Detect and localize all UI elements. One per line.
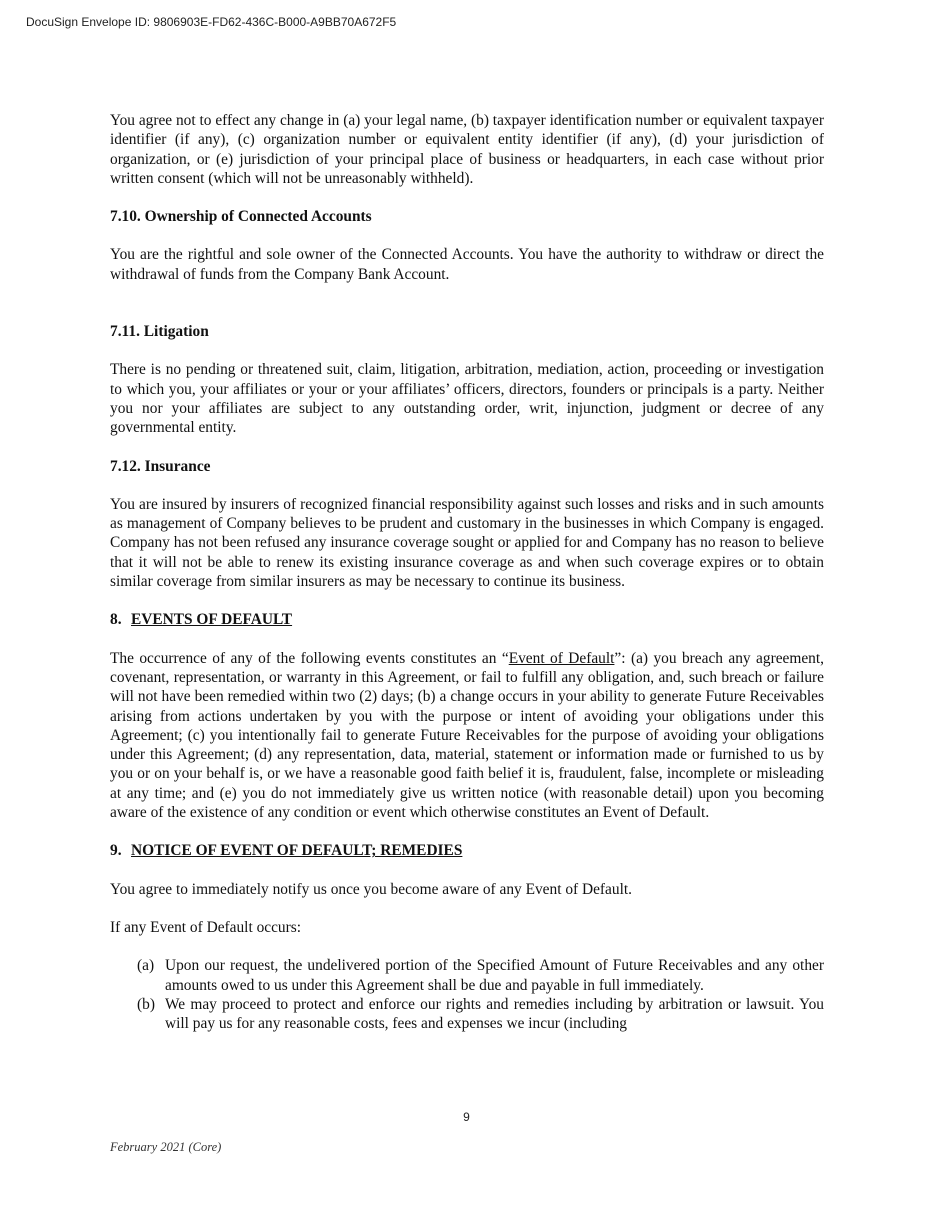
footer-version: February 2021 (Core) [110,1140,222,1154]
section-heading-7-12: 7.12. Insurance [110,457,211,475]
section-heading-9 [110,841,824,860]
section-9-para-2: If any Event of Default occurs: [110,918,302,936]
list-item-text: We may proceed to protect and enforce our rights and remedies including by arbitration or lawsuit. You will pay us for any reasonable costs, fees and expenses we incur (including [165,995,824,1033]
remedies-list [110,956,824,1033]
section-8-text-rest: ”: (a) you breach any agreement, covenant, representation, or warranty in this Agreement, or fail to fulfill any obligation, and, such breach or failure will not have been remedied within two (2) days; (b) a change occurs in your ability to generate Future Receivables arising from actions undertaken by you with the purpose or intent of avoiding your obligations under this Agreement; (c) you intentionally fail to generate Future Receivables for the purpose of avoiding your obligations under this Agreement; (d) any representation, data, material, statement or information made or furnished to us by you or on your behalf is, or we have a reasonable good faith belief it is, fraudulent, false, incomplete or misleading at any time; and (e) you do not immediately give us written notice (with reasonable detail) upon you becoming aware of the existence of any condition or event which otherwise constitutes an Event of Default. [110,649,824,822]
section-text-7-12: You are insured by insurers of recognized financial responsibility against such losses and risks and in such amounts as management of Company believes to be prudent and customary in the businesses in which Company is engaged. Company has not been refused any insurance coverage sought or applied for and Company has no reason to believe that it will not be able to renew its existing insurance coverage as and when such coverage expires or to obtain similar coverage from similar insurers as may be necessary to continue its business. [110,495,824,591]
list-marker: (a) [137,957,155,975]
section-text-7-10: You are the rightful and sole owner of the Connected Accounts. You have the authority to withdraw or direct the withdrawal of funds from the Company Bank Account. [110,246,824,283]
section-text-8 [110,649,824,823]
section-title-9: NOTICE OF EVENT OF DEFAULT; REMEDIES [131,842,463,860]
section-heading-8 [110,610,824,629]
section-title-8: EVENTS OF DEFAULT [131,611,293,629]
section-8-text-start: The occurrence of any of the following events constitutes an “ [110,649,509,667]
section-number-8: 8. [110,611,122,629]
section-text-7-11: There is no pending or threatened suit, claim, litigation, arbitration, mediation, action, proceeding or investigation to which you, your affiliates or your or your affiliates’ officers, directors, founders or principals is a party. Neither you nor your affiliates are subject to any outstanding order, writ, injunction, judgment or decree of any governmental entity. [110,361,824,437]
section-9-para-1: You agree to immediately notify us once you become aware of any Event of Default. [110,880,632,898]
defined-term-event-of-default: Event of Default [508,649,615,667]
intro-paragraph: You agree not to effect any change in (a) your legal name, (b) taxpayer identification number or equivalent taxpayer identifier (if any), (c) organization number or equivalent entity identifier (if any), (d) your jurisdiction of organization, or (e) jurisdiction of your principal place of business or headquarters, in each case without prior written consent (which will not be unreasonably withheld). [110,112,824,187]
section-heading-7-10: 7.10. Ownership of Connected Accounts [110,208,372,226]
section-heading-7-11: 7.11. Litigation [110,323,209,341]
list-item [110,995,824,1034]
document-body [110,111,824,1033]
section-number-9: 9. [110,842,122,860]
list-item [110,956,824,995]
list-item-text: Upon our request, the undelivered portion of the Specified Amount of Future Receivables and any other amounts owed to us under this Agreement shall be due and payable in full immediately. [165,957,824,994]
list-marker: (b) [137,995,155,1013]
page-number: 9 [463,1110,470,1124]
docusign-envelope-id: DocuSign Envelope ID: 9806903E-FD62-436C-B000-A9BB70A672F5 [26,15,397,29]
